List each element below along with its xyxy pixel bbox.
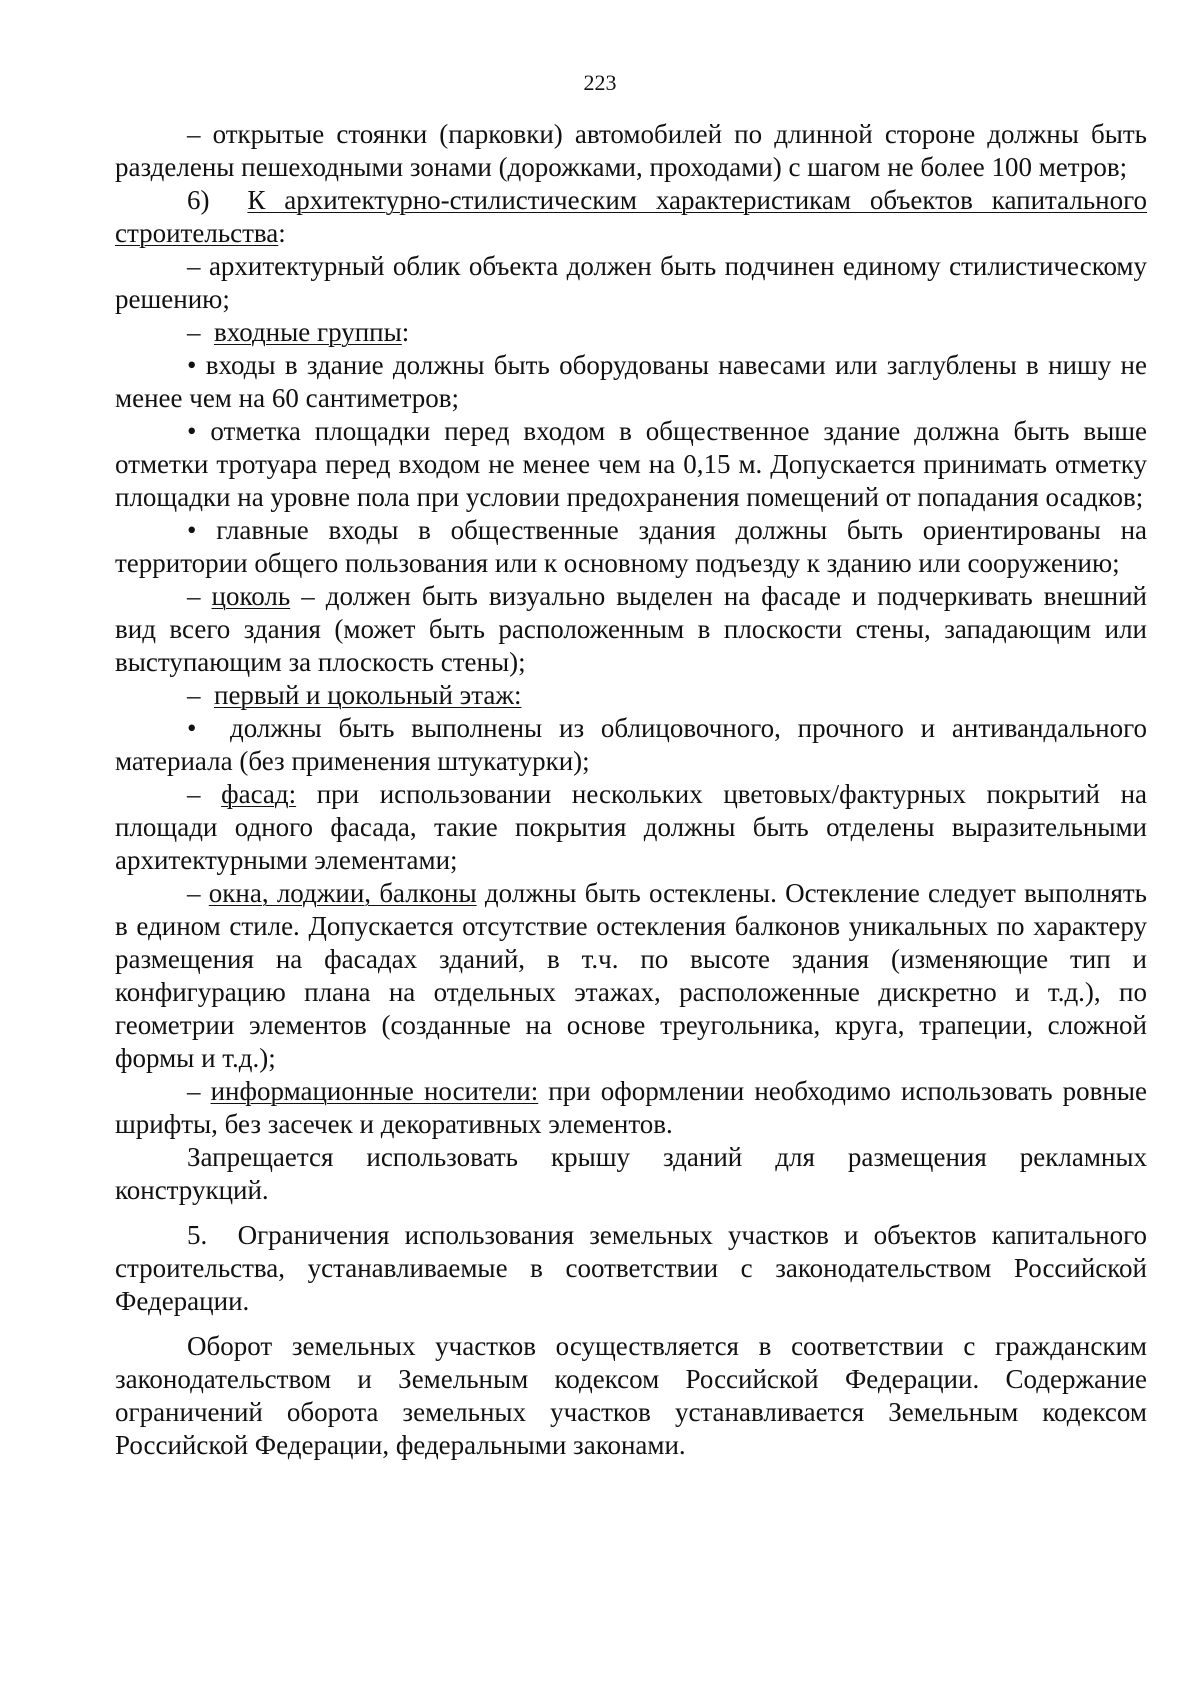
- item-number: 6): [187, 185, 210, 215]
- term-suffix: при использовании нескольких цветовых/фактурных покрытий на площади одного фасада, такие покрытия должны быть отделены выразительными архитектурными элементами;: [115, 779, 1148, 875]
- paragraph-first-floor: [115, 679, 1147, 712]
- dash-marker: –: [187, 680, 201, 710]
- bullet-marker: •: [187, 416, 197, 446]
- bullet-marker: •: [187, 350, 197, 380]
- underlined-term: информационные носители:: [210, 1076, 539, 1106]
- paragraph-text: отметка площадки перед входом в общественное здание должна быть выше отметки тротуара перед входом не менее чем на 0,15 м. Допускается принимать отметку площадки на уровне пола при условии предохранения помещений от попадания осадков;: [115, 416, 1148, 512]
- paragraph-land-turnover: [115, 1330, 1147, 1462]
- section-title: Ограничения использования земельных участков и объектов капитального строительства, устанавливаемые в соответствии с законодательством Российской Федерации.: [115, 1220, 1147, 1316]
- dash-marker: –: [187, 581, 201, 611]
- underlined-term: входные группы: [214, 317, 402, 347]
- paragraph-text: архитектурный облик объекта должен быть подчинен единому стилистическому решению;: [115, 251, 1148, 314]
- bullet-marker: •: [187, 515, 197, 545]
- paragraph-appearance-item: [115, 250, 1147, 316]
- heading-colon: :: [278, 218, 286, 248]
- paragraph-section-5: [115, 1219, 1147, 1318]
- paragraph-roof-ban: [115, 1141, 1147, 1207]
- dash-marker: –: [187, 878, 201, 908]
- paragraph-architecture-heading: [115, 184, 1147, 250]
- paragraph-text: Оборот земельных участков осуществляется в соответствии с гражданским законодательством и Земельным кодексом Российской Федерации. Содержание ограничений оборота земельных участков устанавливается Земельным кодексом Российской Федерации, федеральными законами.: [115, 1331, 1147, 1460]
- paragraph-bullet-canopies: [115, 349, 1147, 415]
- paragraph-plinth: [115, 580, 1147, 679]
- paragraph-text: Запрещается использовать крышу зданий для размещения рекламных конструкций.: [115, 1142, 1147, 1205]
- term-suffix: :: [401, 317, 410, 347]
- paragraph-facade: [115, 778, 1147, 877]
- paragraph-text: должны быть выполнены из облицовочного, прочного и антивандального материала (без применения штукатурки);: [115, 713, 1148, 776]
- dash-marker: –: [187, 779, 201, 809]
- term-suffix: – должен быть визуально выделен на фасаде и подчеркивать внешний вид всего здания (может быть расположенным в плоскости стены, западающим или выступающим за плоскость стены);: [115, 581, 1147, 677]
- dash-marker: –: [187, 1076, 201, 1106]
- paragraph-entrance-groups: [115, 316, 1147, 349]
- term-suffix: должны быть остеклены. Остекление следует выполнять в едином стиле. Допускается отсутствие остекления балконов уникальных по характеру размещения на фасадах зданий, в т.ч. по высоте здания (изменяющие тип и конфигурацию плана на отдельных этажах, расположенные дискретно и т.д.), по геометрии элементов (созданные на основе треугольника, круга, трапеции, сложной формы и т.д.);: [115, 878, 1148, 1073]
- term-suffix: при оформлении необходимо использовать ровные шрифты, без засечек и декоративных элементов.: [115, 1076, 1148, 1139]
- underlined-term: первый и цокольный этаж:: [214, 680, 522, 710]
- page-number: 223: [583, 70, 617, 95]
- underlined-term: цоколь: [211, 581, 291, 611]
- underlined-term: фасад:: [221, 779, 297, 809]
- document-body: [115, 118, 1147, 1462]
- paragraph-bullet-elevation: [115, 415, 1147, 514]
- dash-marker: –: [187, 119, 201, 149]
- underlined-heading: К архитектурно-стилистическим характеристикам объектов капитального строительства: [115, 185, 1148, 248]
- paragraph-text: открытые стоянки (парковки) автомобилей по длинной стороне должны быть разделены пешеходными зонами (дорожками, проходами) с шагом не более 100 метров;: [115, 119, 1147, 182]
- paragraph-bullet-cladding: [115, 712, 1147, 778]
- paragraph-text: входы в здание должны быть оборудованы навесами или заглублены в нишу не менее чем на 60 сантиметров;: [115, 350, 1147, 413]
- paragraph-bullet-main-entrances: [115, 514, 1147, 580]
- underlined-term: окна, лоджии, балконы: [208, 878, 477, 908]
- paragraph-parking-item: [115, 118, 1147, 184]
- paragraph-info-carriers: [115, 1075, 1147, 1141]
- bullet-marker: •: [187, 713, 197, 743]
- paragraph-text: главные входы в общественные здания должны быть ориентированы на территории общего пользования или к основному подъезду к зданию или сооружению;: [115, 515, 1148, 578]
- section-number: 5.: [187, 1220, 208, 1250]
- dash-marker: –: [187, 317, 201, 347]
- dash-marker: –: [187, 251, 201, 281]
- paragraph-windows: [115, 877, 1147, 1075]
